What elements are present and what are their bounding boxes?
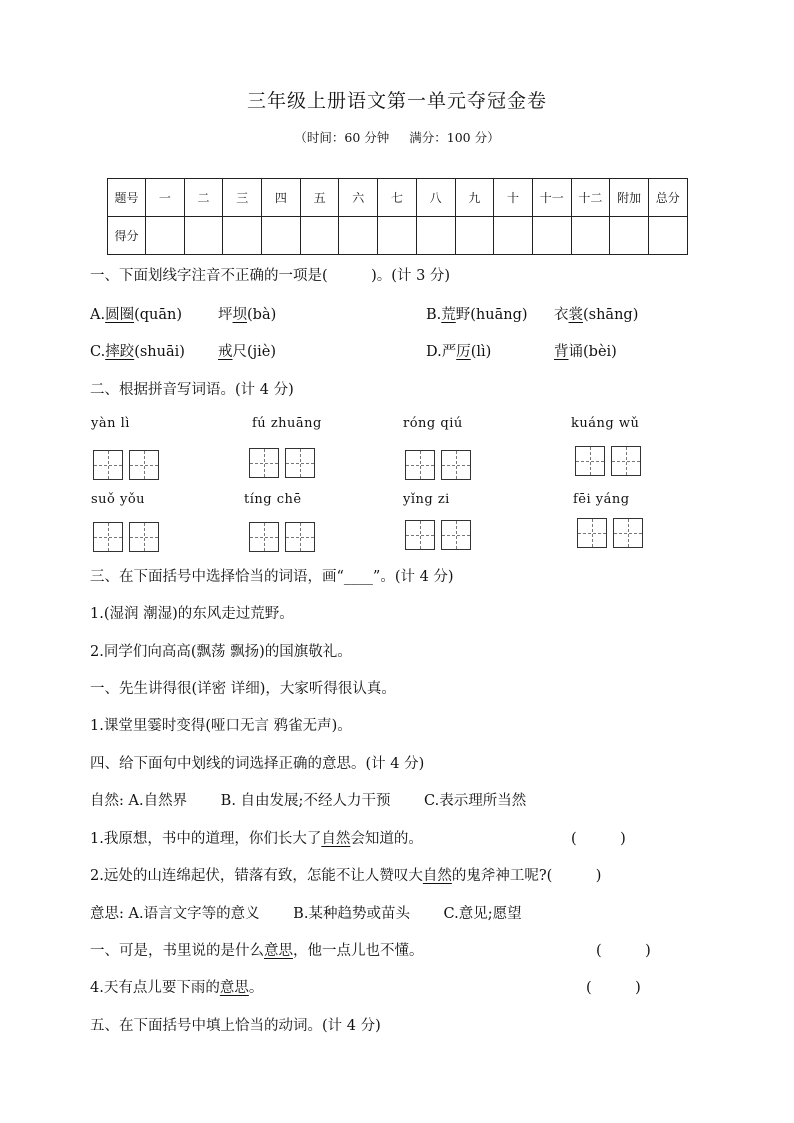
pinyin-prompt: fú zhuāng	[252, 416, 322, 431]
writing-grid-box[interactable]	[249, 522, 279, 552]
underlined-word: 圆圈	[105, 307, 135, 323]
writing-grid-box[interactable]	[613, 518, 643, 548]
score-header-cell: 十一	[532, 179, 571, 217]
score-header-cell: 九	[455, 179, 494, 217]
score-header-cell: 七	[378, 179, 417, 217]
score-table	[107, 178, 688, 255]
q3-item[interactable]: 1.(湿润 潮湿)的东风走过荒野。	[90, 606, 294, 622]
pinyin-prompt: kuáng wǔ	[571, 416, 640, 431]
score-cell[interactable]	[455, 217, 494, 255]
sentence-text: 4.天有点儿要下雨的	[90, 980, 220, 996]
q1-option-c-word2	[218, 340, 276, 361]
score-header-cell: 一	[146, 179, 185, 217]
pinyin-prompt: suǒ yǒu	[91, 492, 146, 507]
pinyin-prompt: fēi yáng	[573, 492, 630, 507]
yisi-definitions: 意思: A.语言文字等的意义 B.某种趋势或苗头 C.意见;愿望	[90, 906, 522, 922]
q1-option-b-word2	[554, 303, 638, 324]
answer-blank[interactable]: ( )	[571, 831, 626, 847]
score-cell[interactable]	[378, 217, 417, 255]
underlined-word: 意思	[219, 980, 249, 996]
score-cell[interactable]	[184, 217, 223, 255]
writing-grid-box[interactable]	[405, 450, 435, 480]
score-cell[interactable]	[300, 217, 339, 255]
q5-heading: 五、在下面括号中填上恰当的动词。(计 4 分)	[90, 1018, 381, 1034]
q1-option-d-word2	[554, 340, 617, 361]
time-limit: （时间：60 分钟	[294, 130, 390, 145]
word-part: 衣	[554, 307, 569, 323]
underlined-word: 摔跤	[105, 344, 135, 360]
q1-option-a[interactable]	[90, 303, 182, 324]
score-header-cell: 附加	[610, 179, 649, 217]
writing-grid-box[interactable]	[93, 450, 123, 480]
score-cell[interactable]	[494, 217, 533, 255]
q3-item[interactable]: 一、先生讲得很(详密 详细)，大家听得很认真。	[90, 681, 396, 697]
word-part: 诵(bèi)	[568, 344, 617, 360]
option-letter: A.	[90, 307, 106, 323]
pinyin-prompt: tíng chē	[244, 492, 302, 507]
pinyin-prompt: yǐng zi	[403, 492, 450, 507]
q1-option-a-word2	[218, 303, 276, 324]
word-part: 坪	[218, 307, 233, 323]
writing-grid-box[interactable]	[129, 450, 159, 480]
sentence-text[interactable]: 的鬼斧神工呢?( )	[451, 868, 602, 884]
q4-sentence-1	[90, 827, 423, 848]
q3-item[interactable]: 1.课堂里霎时变得(哑口无言 鸦雀无声)。	[90, 718, 352, 734]
score-row-label: 得分	[108, 217, 146, 255]
q2-heading: 二、根据拼音写词语。(计 4 分)	[90, 382, 294, 398]
underlined-word: 裳	[568, 307, 583, 323]
underlined-word: 自然	[422, 868, 452, 884]
writing-grid-box[interactable]	[441, 520, 471, 550]
option-letter: D.	[426, 344, 442, 360]
writing-grid-box[interactable]	[611, 446, 641, 476]
q3-heading: 三、在下面括号中选择恰当的词语，画“____”。(计 4 分)	[90, 569, 454, 585]
pinyin-prompt: yàn lì	[91, 416, 130, 431]
score-cell[interactable]	[223, 217, 262, 255]
score-header-row	[108, 179, 688, 217]
writing-grid-box[interactable]	[129, 522, 159, 552]
writing-grid-box[interactable]	[285, 522, 315, 552]
word-part: 野(huāng)	[455, 307, 528, 323]
score-header-cell: 二	[184, 179, 223, 217]
writing-grid-box[interactable]	[577, 518, 607, 548]
pinyin: (shāng)	[583, 307, 639, 323]
score-cell[interactable]	[571, 217, 610, 255]
answer-blank[interactable]: ( )	[586, 980, 641, 996]
score-cell[interactable]	[339, 217, 378, 255]
writing-grid-box[interactable]	[405, 520, 435, 550]
sentence-text: 。	[248, 980, 264, 996]
score-header-cell: 八	[416, 179, 455, 217]
score-cell[interactable]	[146, 217, 185, 255]
underlined-word: 自然	[321, 831, 351, 847]
score-header-cell: 四	[262, 179, 301, 217]
word-part: 尺(jiè)	[232, 344, 277, 360]
score-header-cell: 总分	[648, 179, 687, 217]
pinyin-prompt: róng qiú	[403, 416, 463, 431]
sentence-text: 一、可是，书里说的是什么	[90, 943, 264, 959]
q1-heading: 一、下面划线字注音不正确的一项是( )。(计 3 分)	[90, 268, 451, 284]
score-value-row	[108, 217, 688, 255]
score-header-cell: 五	[300, 179, 339, 217]
answer-blank[interactable]: ( )	[596, 943, 651, 959]
exam-info	[0, 128, 794, 146]
writing-grid-box[interactable]	[249, 448, 279, 478]
q1-option-c[interactable]	[90, 340, 185, 361]
pinyin: (shuāi)	[134, 344, 185, 360]
sentence-text: 会知道的。	[350, 831, 423, 847]
page-title: 三年级上册语文第一单元夺冠金卷	[246, 90, 547, 112]
underlined-word: 坝	[232, 307, 247, 323]
ziran-definitions: 自然: A.自然界 B. 自由发展;不经人力干预 C.表示理所当然	[90, 793, 527, 809]
score-cell[interactable]	[648, 217, 687, 255]
q4-sentence-2	[90, 864, 601, 885]
q1-option-b[interactable]	[426, 303, 528, 324]
option-letter: B.	[426, 307, 442, 323]
score-cell[interactable]	[532, 217, 571, 255]
score-cell[interactable]	[610, 217, 649, 255]
pinyin: (lì)	[470, 344, 492, 360]
full-score: 满分：100 分）	[409, 130, 500, 145]
q4-sentence-4	[90, 976, 263, 997]
sentence-text: 2.远处的山连绵起伏，错落有致，怎能不让人赞叹大	[90, 868, 423, 884]
q4-heading: 四、给下面句中划线的词选择正确的意思。(计 4 分)	[90, 756, 425, 772]
underlined-word: 荒	[441, 307, 456, 323]
word-part: 严	[441, 344, 457, 360]
q3-item[interactable]: 2.同学们向高高(飘荡 飘扬)的国旗敬礼。	[90, 644, 352, 660]
score-header-cell: 十	[494, 179, 533, 217]
q4-sentence-3	[90, 939, 424, 960]
sentence-text: ，他一点儿也不懂。	[293, 943, 424, 959]
score-cell[interactable]	[416, 217, 455, 255]
score-cell[interactable]	[262, 217, 301, 255]
pinyin: (bà)	[247, 307, 277, 323]
writing-grid-box[interactable]	[441, 450, 471, 480]
score-header-cell: 题号	[108, 179, 146, 217]
sentence-text: 1.我原想，书中的道理，你们长大了	[90, 831, 322, 847]
underlined-word: 背	[554, 344, 569, 360]
score-header-cell: 六	[339, 179, 378, 217]
score-header-cell: 十二	[571, 179, 610, 217]
writing-grid-box[interactable]	[285, 448, 315, 478]
pinyin: (quān)	[134, 307, 183, 323]
underlined-word: 厉	[456, 344, 471, 360]
writing-grid-box[interactable]	[93, 522, 123, 552]
q1-option-d[interactable]	[426, 340, 491, 361]
underlined-word: 戒	[218, 344, 233, 360]
option-letter: C.	[90, 344, 106, 360]
writing-grid-box[interactable]	[575, 446, 605, 476]
underlined-word: 意思	[264, 943, 293, 959]
score-header-cell: 三	[223, 179, 262, 217]
